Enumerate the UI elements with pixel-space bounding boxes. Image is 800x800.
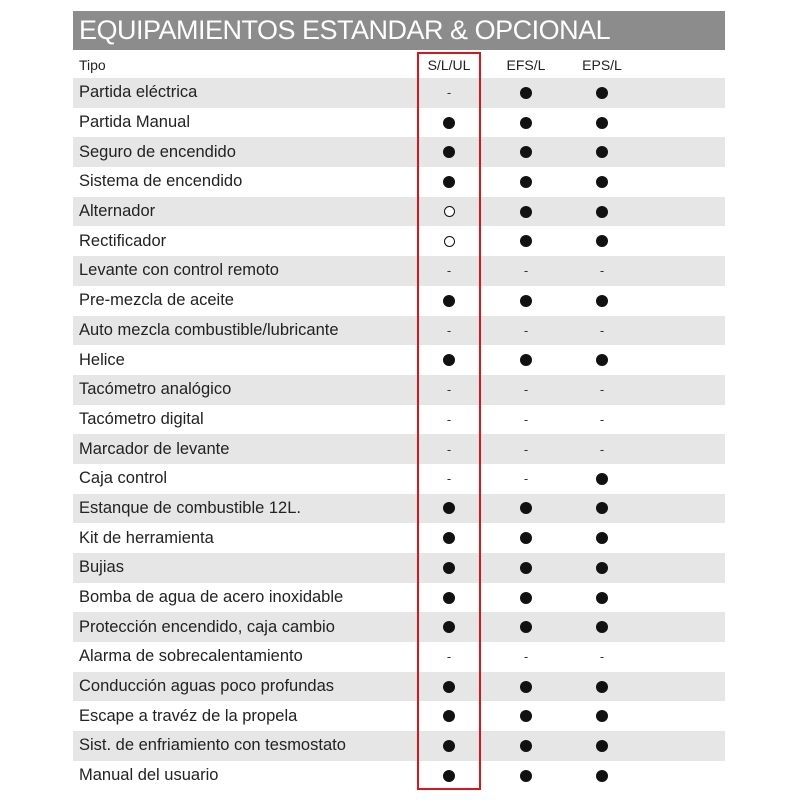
row-cell <box>496 78 556 108</box>
table-row <box>73 523 725 553</box>
standard-dot-icon <box>443 117 455 129</box>
table-row <box>73 672 725 702</box>
row-cell <box>419 434 479 464</box>
page-title: EQUIPAMIENTOS ESTANDAR & OPCIONAL <box>73 11 725 50</box>
row-cell <box>496 761 556 791</box>
standard-dot-icon <box>520 770 532 782</box>
row-cell <box>572 167 632 197</box>
table-row <box>73 434 725 464</box>
not-available-dash: - <box>599 649 605 665</box>
table-row <box>73 316 725 346</box>
table-header <box>73 52 725 78</box>
row-label: Caja control <box>79 469 168 488</box>
not-available-dash: - <box>446 263 452 279</box>
table-row <box>73 583 725 613</box>
row-cell <box>572 583 632 613</box>
table-row <box>73 345 725 375</box>
standard-dot-icon <box>596 176 608 188</box>
row-cell <box>572 523 632 553</box>
row-cell <box>572 672 632 702</box>
standard-dot-icon <box>443 681 455 693</box>
row-cell <box>572 108 632 138</box>
row-cell <box>496 553 556 583</box>
table-row <box>73 494 725 524</box>
table-row <box>73 464 725 494</box>
optional-circle-icon <box>444 206 455 217</box>
standard-dot-icon <box>596 146 608 158</box>
row-cell <box>419 256 479 286</box>
row-cell <box>572 316 632 346</box>
row-label: Tacómetro analógico <box>79 380 232 399</box>
row-cell <box>496 316 556 346</box>
standard-dot-icon <box>520 621 532 633</box>
row-cell <box>419 553 479 583</box>
row-cell <box>419 464 479 494</box>
row-label: Bujias <box>79 558 124 577</box>
row-cell <box>496 405 556 435</box>
not-available-dash: - <box>446 441 452 457</box>
not-available-dash: - <box>446 411 452 427</box>
row-cell <box>419 405 479 435</box>
row-cell <box>496 672 556 702</box>
row-cell <box>572 345 632 375</box>
row-cell <box>572 256 632 286</box>
row-label: Partida Manual <box>79 113 190 132</box>
table-row <box>73 137 725 167</box>
not-available-dash: - <box>599 411 605 427</box>
standard-dot-icon <box>596 117 608 129</box>
not-available-dash: - <box>523 441 529 457</box>
column-header-sl-ul: S/L/UL <box>427 57 471 73</box>
table-row <box>73 167 725 197</box>
row-cell <box>572 464 632 494</box>
row-cell <box>496 197 556 227</box>
column-header-eps-l: EPS/L <box>582 57 622 73</box>
row-label: Conducción aguas poco profundas <box>79 677 335 696</box>
row-label: Estanque de combustible 12L. <box>79 498 301 517</box>
row-label: Bomba de agua de acero inoxidable <box>79 588 344 607</box>
row-cell <box>419 375 479 405</box>
standard-dot-icon <box>596 87 608 99</box>
row-cell <box>572 375 632 405</box>
not-available-dash: - <box>523 649 529 665</box>
row-cell <box>572 731 632 761</box>
standard-dot-icon <box>520 117 532 129</box>
standard-dot-icon <box>596 235 608 247</box>
standard-dot-icon <box>596 621 608 633</box>
row-label: Marcador de levante <box>79 439 230 458</box>
row-cell <box>572 612 632 642</box>
row-cell <box>419 108 479 138</box>
standard-dot-icon <box>596 295 608 307</box>
table-row <box>73 375 725 405</box>
row-label: Protección encendido, caja cambio <box>79 617 335 636</box>
row-cell <box>496 701 556 731</box>
row-cell <box>496 108 556 138</box>
not-available-dash: - <box>523 263 529 279</box>
standard-dot-icon <box>443 710 455 722</box>
not-available-dash: - <box>446 649 452 665</box>
standard-dot-icon <box>596 473 608 485</box>
table-row <box>73 405 725 435</box>
row-cell <box>572 761 632 791</box>
standard-dot-icon <box>596 502 608 514</box>
row-cell <box>496 345 556 375</box>
row-cell <box>496 375 556 405</box>
standard-dot-icon <box>596 740 608 752</box>
row-label: Partida eléctrica <box>79 83 198 102</box>
row-cell <box>419 197 479 227</box>
row-label: Rectificador <box>79 231 167 250</box>
row-cell <box>496 286 556 316</box>
row-label: Alarma de sobrecalentamiento <box>79 647 303 666</box>
row-cell <box>419 642 479 672</box>
row-cell <box>572 286 632 316</box>
standard-dot-icon <box>443 740 455 752</box>
row-cell <box>496 523 556 553</box>
standard-dot-icon <box>520 532 532 544</box>
standard-dot-icon <box>520 502 532 514</box>
row-cell <box>419 523 479 553</box>
row-cell <box>572 78 632 108</box>
table-row <box>73 612 725 642</box>
not-available-dash: - <box>523 322 529 338</box>
table-row <box>73 197 725 227</box>
not-available-dash: - <box>599 441 605 457</box>
row-cell <box>496 434 556 464</box>
not-available-dash: - <box>599 322 605 338</box>
row-cell <box>419 286 479 316</box>
table-row <box>73 761 725 791</box>
row-label: Levante con control remoto <box>79 261 279 280</box>
row-cell <box>496 731 556 761</box>
standard-dot-icon <box>443 621 455 633</box>
row-cell <box>419 78 479 108</box>
table-row <box>73 731 725 761</box>
standard-dot-icon <box>596 206 608 218</box>
standard-dot-icon <box>520 592 532 604</box>
column-header-efs-l: EFS/L <box>506 57 546 73</box>
row-cell <box>419 612 479 642</box>
table-row <box>73 701 725 731</box>
standard-dot-icon <box>443 770 455 782</box>
standard-dot-icon <box>596 681 608 693</box>
row-cell <box>496 167 556 197</box>
row-label: Sistema de encendido <box>79 172 243 191</box>
table-row <box>73 553 725 583</box>
not-available-dash: - <box>523 382 529 398</box>
table-body <box>73 78 725 791</box>
standard-dot-icon <box>596 354 608 366</box>
row-label: Alternador <box>79 202 156 221</box>
table-row <box>73 256 725 286</box>
row-label: Seguro de encendido <box>79 142 236 161</box>
not-available-dash: - <box>446 85 452 101</box>
standard-dot-icon <box>596 770 608 782</box>
row-label: Sist. de enfriamiento con tesmostato <box>79 736 346 755</box>
row-cell <box>496 137 556 167</box>
row-cell <box>496 256 556 286</box>
table-row <box>73 286 725 316</box>
standard-dot-icon <box>520 146 532 158</box>
optional-circle-icon <box>444 236 455 247</box>
row-label: Helice <box>79 350 125 369</box>
standard-dot-icon <box>443 562 455 574</box>
row-cell <box>419 345 479 375</box>
table-row <box>73 642 725 672</box>
not-available-dash: - <box>599 382 605 398</box>
not-available-dash: - <box>446 322 452 338</box>
row-cell <box>572 197 632 227</box>
row-cell <box>496 642 556 672</box>
row-cell <box>572 226 632 256</box>
row-cell <box>419 761 479 791</box>
not-available-dash: - <box>599 263 605 279</box>
standard-dot-icon <box>520 206 532 218</box>
row-label: Tacómetro digital <box>79 409 204 428</box>
table-row <box>73 78 725 108</box>
row-label: Auto mezcla combustible/lubricante <box>79 320 339 339</box>
row-label: Escape a travéz de la propela <box>79 706 298 725</box>
row-cell <box>496 494 556 524</box>
row-cell <box>419 494 479 524</box>
row-cell <box>496 612 556 642</box>
standard-dot-icon <box>443 502 455 514</box>
standard-dot-icon <box>520 176 532 188</box>
table-row <box>73 108 725 138</box>
row-cell <box>419 167 479 197</box>
row-label: Pre-mezcla de aceite <box>79 291 234 310</box>
not-available-dash: - <box>523 411 529 427</box>
row-cell <box>496 464 556 494</box>
standard-dot-icon <box>520 681 532 693</box>
standard-dot-icon <box>443 592 455 604</box>
row-cell <box>419 731 479 761</box>
standard-dot-icon <box>443 146 455 158</box>
row-cell <box>572 434 632 464</box>
standard-dot-icon <box>596 592 608 604</box>
standard-dot-icon <box>520 354 532 366</box>
row-cell <box>572 494 632 524</box>
not-available-dash: - <box>446 382 452 398</box>
equipment-table <box>73 52 725 791</box>
standard-dot-icon <box>520 562 532 574</box>
standard-dot-icon <box>520 740 532 752</box>
header-label: Tipo <box>79 57 106 73</box>
row-cell <box>572 701 632 731</box>
row-cell <box>419 701 479 731</box>
standard-dot-icon <box>520 710 532 722</box>
row-cell <box>496 226 556 256</box>
standard-dot-icon <box>520 87 532 99</box>
row-cell <box>419 583 479 613</box>
row-cell <box>419 137 479 167</box>
standard-dot-icon <box>443 532 455 544</box>
row-cell <box>572 553 632 583</box>
standard-dot-icon <box>443 176 455 188</box>
row-label: Kit de herramienta <box>79 528 214 547</box>
standard-dot-icon <box>443 354 455 366</box>
row-cell <box>419 316 479 346</box>
standard-dot-icon <box>520 235 532 247</box>
row-label: Manual del usuario <box>79 766 219 785</box>
standard-dot-icon <box>596 710 608 722</box>
standard-dot-icon <box>443 295 455 307</box>
row-cell <box>572 405 632 435</box>
row-cell <box>496 583 556 613</box>
standard-dot-icon <box>596 532 608 544</box>
row-cell <box>572 137 632 167</box>
not-available-dash: - <box>446 471 452 487</box>
standard-dot-icon <box>520 295 532 307</box>
row-cell <box>572 642 632 672</box>
row-cell <box>419 672 479 702</box>
row-cell <box>419 226 479 256</box>
standard-dot-icon <box>596 562 608 574</box>
table-row <box>73 226 725 256</box>
not-available-dash: - <box>523 471 529 487</box>
